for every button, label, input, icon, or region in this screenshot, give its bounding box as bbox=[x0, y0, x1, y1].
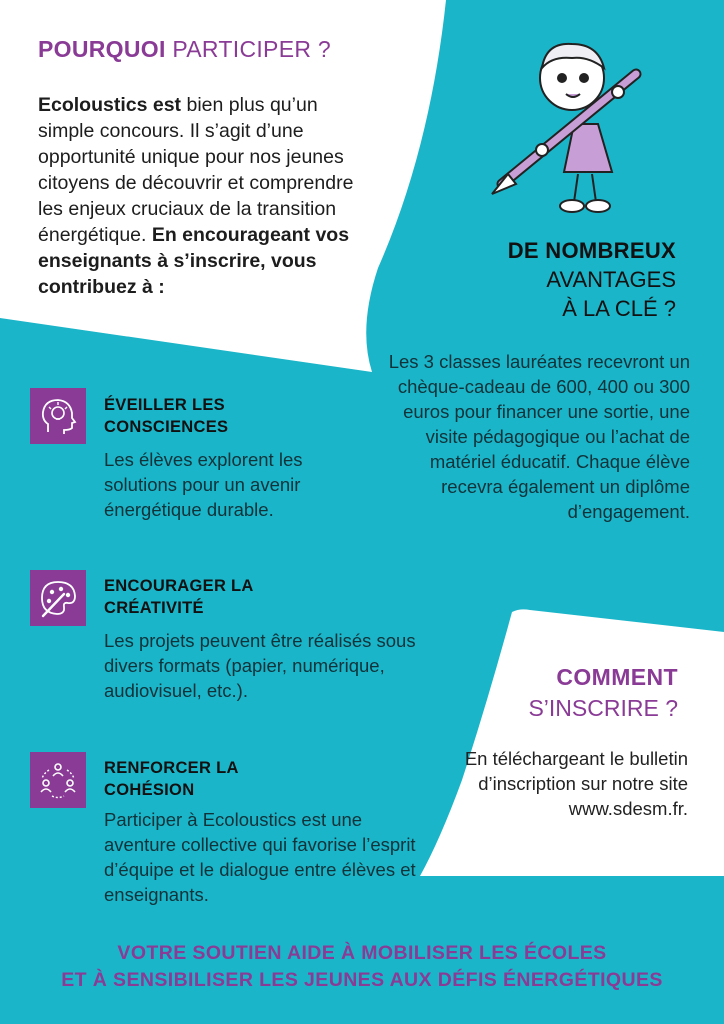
feature-title-line: CONSCIENCES bbox=[104, 418, 229, 436]
how-title-strong: COMMENT bbox=[556, 664, 678, 690]
feature-title-consciences bbox=[104, 394, 228, 438]
why-participate-title bbox=[38, 36, 331, 63]
how-to-register-text: En téléchargeant le bulletin d’inscription sur notre site www.sdesm.fr. bbox=[464, 748, 688, 819]
feature-title-creativite bbox=[104, 575, 254, 619]
advantages-title-line2: AVANTAGES bbox=[546, 267, 676, 292]
feature-title-line: CRÉATIVITÉ bbox=[104, 599, 204, 617]
footer-line-2: ET À SENSIBILISER LES JEUNES AUX DÉFIS ÉNERGÉTIQUES bbox=[61, 969, 663, 991]
feature-title-line: RENFORCER LA bbox=[104, 759, 239, 777]
feature-text-cohesion: Participer à Ecoloustics est une aventure collective qui favorise l’esprit d’équipe et le dialogue entre élèves et enseignants. bbox=[104, 809, 416, 905]
footer-line-1: VOTRE SOUTIEN AIDE À MOBILISER LES ÉCOLES bbox=[117, 942, 607, 964]
why-title-strong: POURQUOI bbox=[38, 36, 166, 62]
why-text-body: bien plus qu’un simple concours. Il s’agit d’une opportunité unique pour nos jeunes citoyens de découvrir et comprendre les enjeux cruciaux de la transition énergétique. bbox=[38, 94, 354, 246]
how-title-rest: S’INSCRIRE ? bbox=[528, 695, 678, 721]
advantages-title bbox=[508, 236, 676, 323]
advantages-title-line3: À LA CLÉ ? bbox=[562, 296, 676, 321]
brand-name: Ecoloustics est bbox=[38, 94, 182, 116]
feature-text-consciences: Les élèves explorent les solutions pour un avenir énergétique durable. bbox=[104, 449, 303, 520]
why-title-rest: PARTICIPER ? bbox=[172, 36, 332, 62]
feature-title-line: COHÉSION bbox=[104, 781, 195, 799]
lightbulb-head-icon bbox=[30, 388, 86, 444]
feature-text-creativite: Les projets peuvent être réalisés sous divers formats (papier, numérique, audiovisuel, etc.). bbox=[104, 630, 416, 701]
feature-title-line: ÉVEILLER LES bbox=[104, 396, 225, 414]
why-text-bold: En encourageant vos enseignants à s’inscrire, vous contribuez à : bbox=[38, 224, 350, 298]
palette-brush-icon bbox=[30, 570, 86, 626]
how-to-register-title bbox=[528, 662, 678, 724]
advantages-text: Les 3 classes lauréates recevront un chèque-cadeau de 600, 400 ou 300 euros pour financer une sortie, une visite pédagogique ou l’achat de matériel éducatif. Chaque élève recevra également un diplôme d’engagement. bbox=[388, 351, 690, 522]
feature-title-line: ENCOURAGER LA bbox=[104, 577, 254, 595]
girl-with-pen-illustration bbox=[486, 34, 658, 222]
advantages-title-strong: DE NOMBREUX bbox=[507, 238, 676, 263]
footer-banner bbox=[0, 940, 724, 994]
feature-title-cohesion bbox=[104, 757, 239, 801]
group-cohesion-icon bbox=[30, 752, 86, 808]
why-participate-text bbox=[38, 92, 368, 300]
